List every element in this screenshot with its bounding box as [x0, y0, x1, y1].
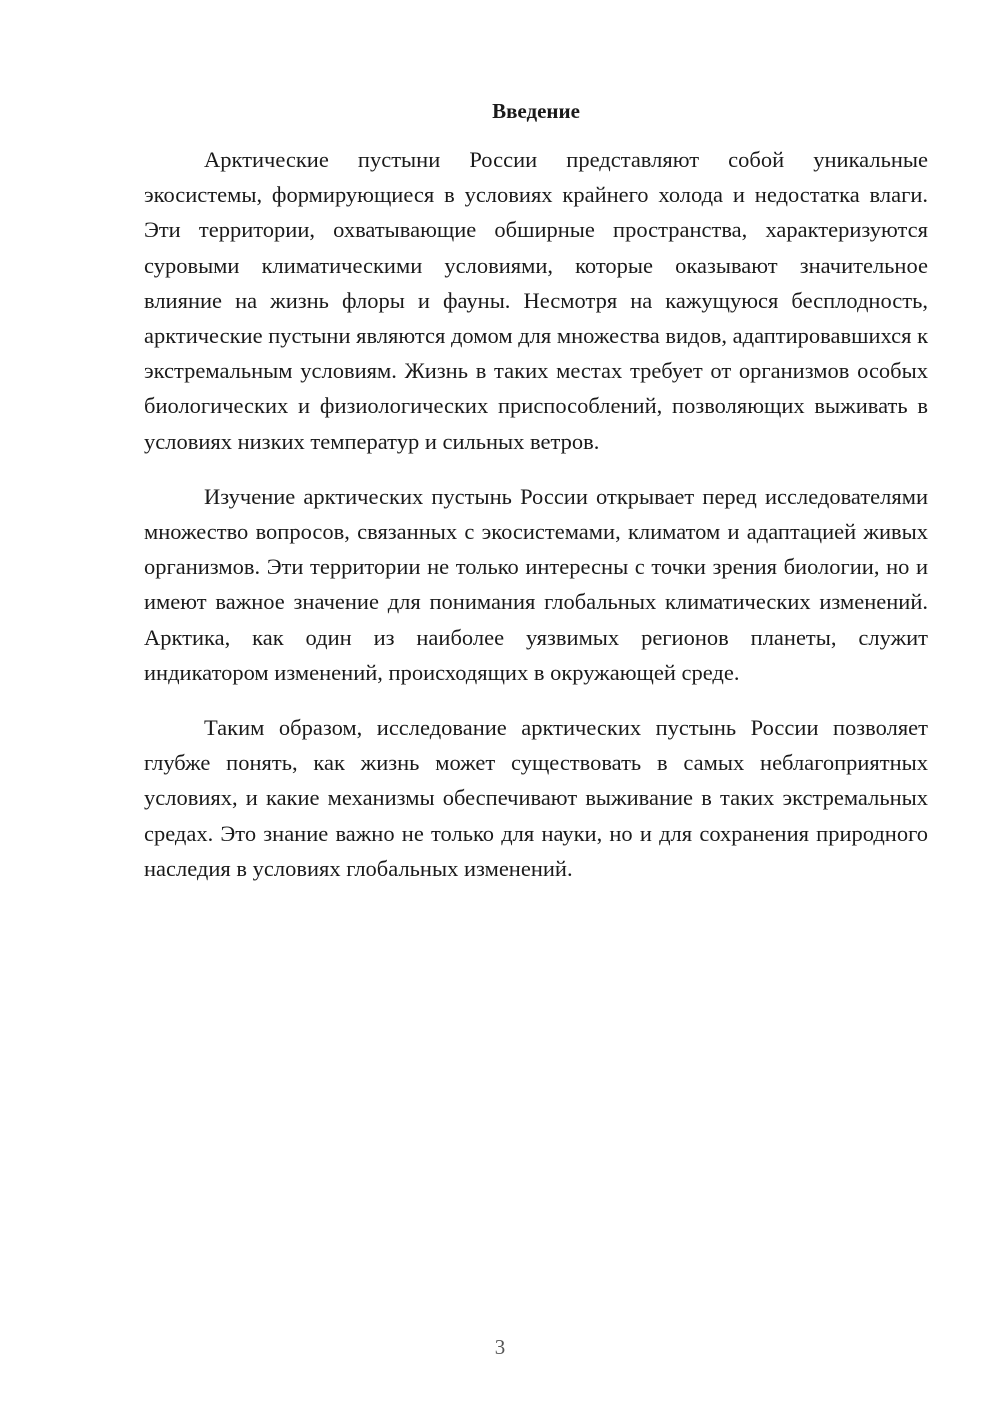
- paragraph-2: Изучение арктических пустынь России открывает перед исследователями множество вопросов, связанных с экосистемами, климатом и адаптацией живых организмов. Эти территории не только интересны с точки зрения биологии, но и имеют важное значение для понимания глобальных климатических изменений. Арктика, как один из наиболее уязвимых регионов планеты, служит индикатором изменений, происходящих в окружающей среде.: [144, 483, 928, 685]
- page-number: 3: [494, 1335, 506, 1359]
- page-title: Введение: [492, 99, 580, 123]
- paragraph-1: Арктические пустыни России представляют собой уникальные экосистемы, формирующиеся в условиях крайнего холода и недостатка влаги. Эти территории, охватывающие обширные пространства, характеризуются суровыми климатическими условиями, которые оказывают значительное влияние на жизнь флоры и фауны. Несмотря на кажущуюся бесплодность, арктические пустыни являются домом для множества видов, адаптировавшихся к экстремальным условиям. Жизнь в таких местах требует от организмов особых биологических и физиологических приспособлений, позволяющих выживать в условиях низких температур и сильных ветров.: [144, 147, 928, 454]
- document-body: [144, 142, 928, 906]
- paragraph-3: Таким образом, исследование арктических пустынь России позволяет глубже понять, как жизнь может существовать в самых неблагоприятных условиях, и какие механизмы обеспечивают выживание в таких экстремальных средах. Это знание важно не только для науки, но и для сохранения природного наследия в условиях глобальных изменений.: [144, 715, 928, 881]
